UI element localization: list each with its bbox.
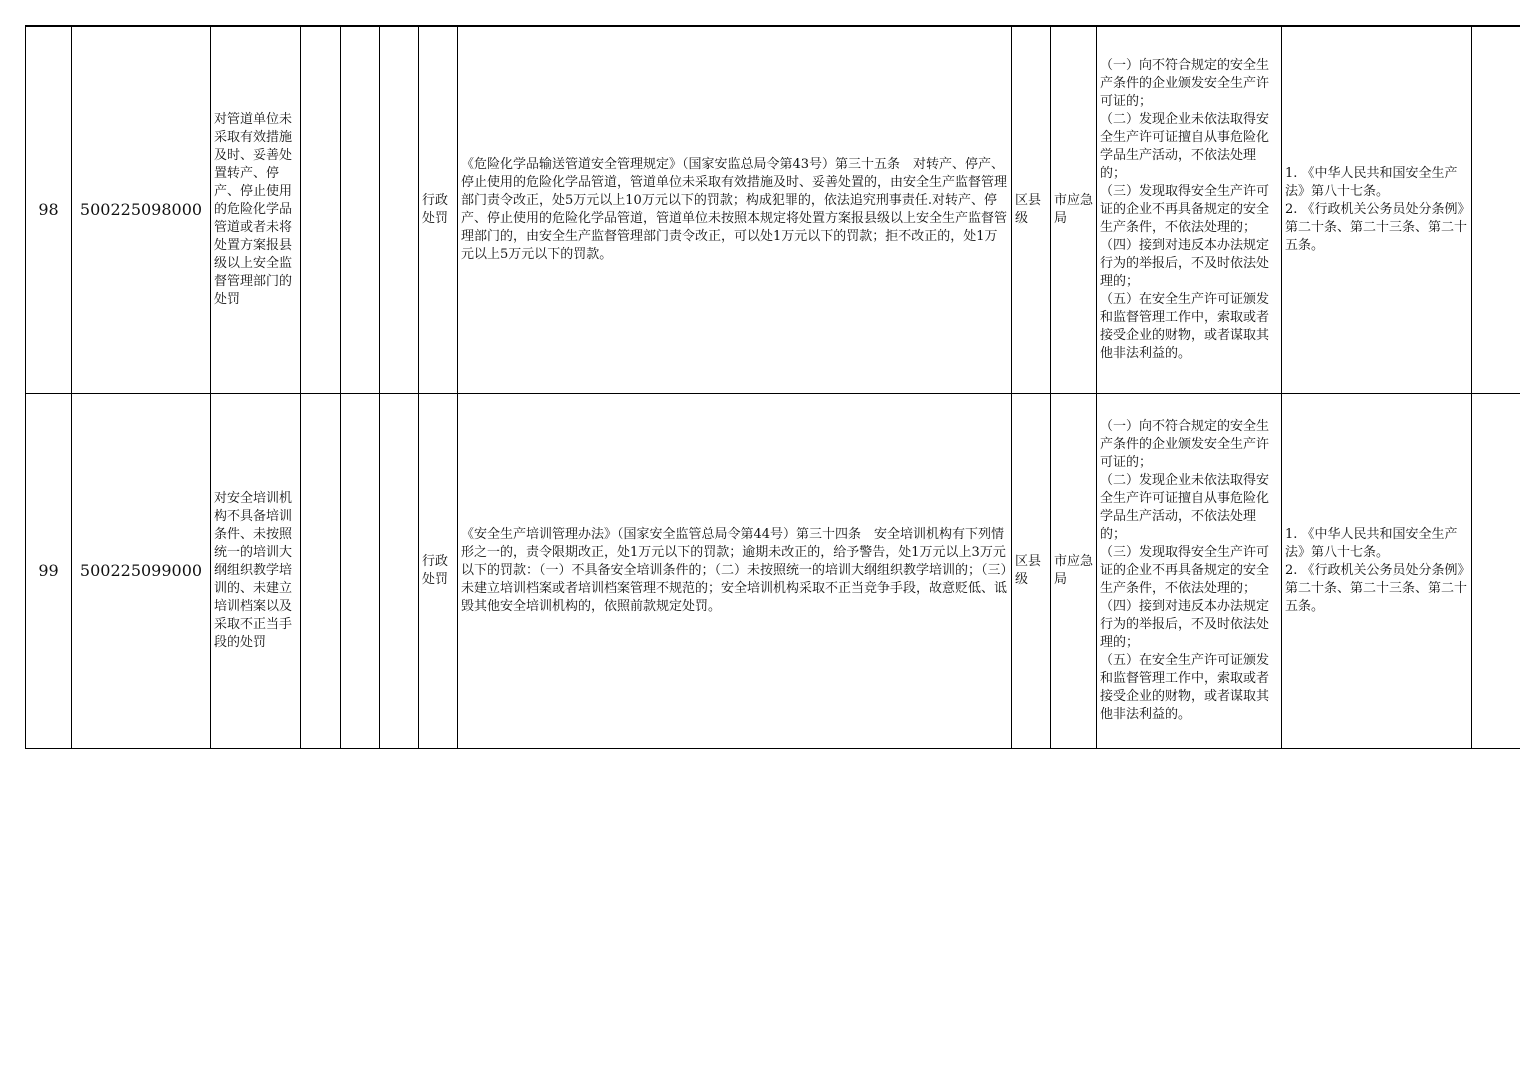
duty-item: （四）接到对违反本办法规定行为的举报后，不及时依法处理的；: [1100, 599, 1270, 650]
dept-cell: 市应急局: [1051, 26, 1097, 394]
duty-cell: [1097, 394, 1282, 749]
duty-item: （五）在安全生产许可证颁发和监督管理工作中，索取或者接受企业的财物，或者谋取其他非法利益的。: [1100, 653, 1270, 722]
duty-cell: [1097, 26, 1282, 394]
item-name-cell: 对安全培训机构不具备培训条件、未按照统一的培训大纲组织教学培训的、未建立培训档案以及采取不正当手段的处罚: [211, 394, 301, 749]
duty-item: （五）在安全生产许可证颁发和监督管理工作中，索取或者接受企业的财物，或者谋取其他非法利益的。: [1100, 292, 1270, 361]
empty-cell: [380, 394, 419, 749]
duty-item: （二）发现企业未依法取得安全生产许可证擅自从事危险化学品生产活动，不依法处理的；: [1100, 112, 1270, 181]
duty-item: （二）发现企业未依法取得安全生产许可证擅自从事危险化学品生产活动，不依法处理的；: [1100, 473, 1270, 542]
dept-cell: 市应急局: [1051, 394, 1097, 749]
law-item: 2. 《行政机关公务员处分条例》第二十条、第二十三条、第二十五条。: [1285, 202, 1468, 253]
document-sheet: [25, 25, 1489, 749]
law-item: 1. 《中华人民共和国安全生产法》第八十七条。: [1285, 166, 1458, 199]
basis-cell: 《安全生产培训管理办法》（国家安全监管总局令第44号）第三十四条 安全培训机构有下列情形之一的，责令限期改正，处1万元以下的罚款；逾期未改正的，给予警告，处1万元以上3万元以下的罚款：（一）不具备安全培训条件的；（二）未按照统一的培训大纲组织教学培训的；（三）未建立培训档案或者培训档案管理不规范的；安全培训机构采取不正当竞争手段，故意贬低、诋毁其他安全培训机构的，依照前款规定处罚。: [458, 394, 1012, 749]
law-item: 1. 《中华人民共和国安全生产法》第八十七条。: [1285, 527, 1458, 560]
duty-item: （一）向不符合规定的安全生产条件的企业颁发安全生产许可证的；: [1100, 58, 1270, 109]
seq-cell: 98: [26, 26, 72, 394]
code-cell: 500225098000: [72, 26, 211, 394]
penalty-table: [25, 25, 1520, 749]
empty-cell: [301, 26, 341, 394]
law-cell: [1282, 26, 1472, 394]
table-row: [26, 26, 1520, 394]
item-name-cell: 对管道单位未采取有效措施及时、妥善处置转产、停产、停止使用的危险化学品管道或者未将处置方案报县级以上安全监督管理部门的处罚: [211, 26, 301, 394]
law-item: 2. 《行政机关公务员处分条例》第二十条、第二十三条、第二十五条。: [1285, 563, 1468, 614]
category-cell: 行政处罚: [419, 394, 458, 749]
empty-cell: [380, 26, 419, 394]
empty-cell: [301, 394, 341, 749]
seq-cell: 99: [26, 394, 72, 749]
level-cell: 区县级: [1012, 26, 1051, 394]
law-cell: [1282, 394, 1472, 749]
empty-cell: [341, 394, 380, 749]
empty-cell: [1472, 26, 1520, 394]
level-cell: 区县级: [1012, 394, 1051, 749]
empty-cell: [1472, 394, 1520, 749]
empty-cell: [341, 26, 380, 394]
duty-item: （四）接到对违反本办法规定行为的举报后，不及时依法处理的；: [1100, 238, 1270, 289]
duty-item: （三）发现取得安全生产许可证的企业不再具备规定的安全生产条件，不依法处理的；: [1100, 184, 1270, 235]
duty-item: （三）发现取得安全生产许可证的企业不再具备规定的安全生产条件，不依法处理的；: [1100, 545, 1270, 596]
table-row: [26, 394, 1520, 749]
code-cell: 500225099000: [72, 394, 211, 749]
basis-cell: 《危险化学品输送管道安全管理规定》（国家安监总局令第43号）第三十五条 对转产、停产、停止使用的危险化学品管道，管道单位未采取有效措施及时、妥善处置的，由安全生产监督管理部门责令改正，处5万元以上10万元以下的罚款；构成犯罪的，依法追究刑事责任.对转产、停产、停止使用的危险化学品管道，管道单位未按照本规定将处置方案报县级以上安全生产监督管理部门的，由安全生产监督管理部门责令改正，可以处1万元以下的罚款；拒不改正的，处1万元以上5万元以下的罚款。: [458, 26, 1012, 394]
duty-item: （一）向不符合规定的安全生产条件的企业颁发安全生产许可证的；: [1100, 419, 1270, 470]
category-cell: 行政处罚: [419, 26, 458, 394]
